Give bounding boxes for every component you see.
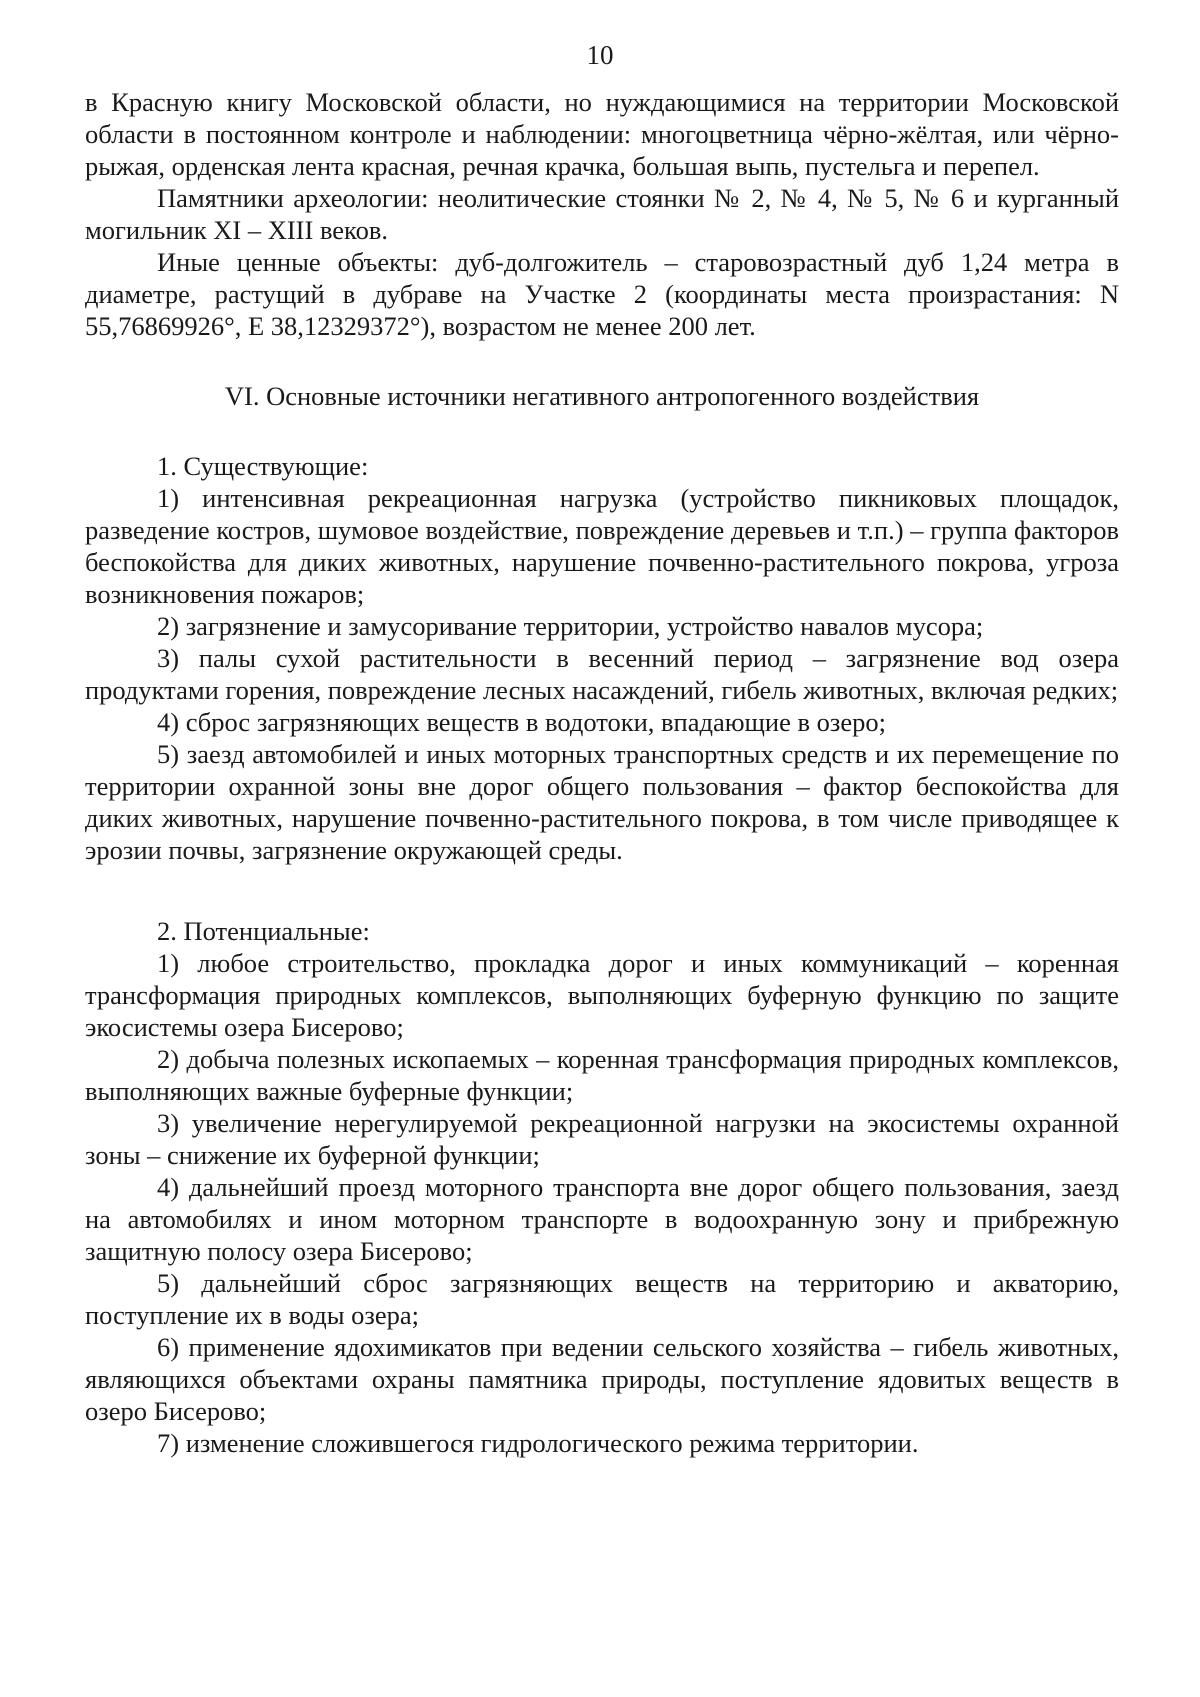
intro-paragraph-archaeology: Памятники археологии: неолитические стоянки № 2, № 4, № 5, № 6 и курганный могильник XI – XIII веков. bbox=[85, 183, 1119, 245]
potential-item-5: 5) дальнейший сброс загрязняющих веществ на территорию и акваторию, поступление их в воды озера; bbox=[85, 1268, 1119, 1330]
potential-item-1: 1) любое строительство, прокладка дорог и иных коммуникаций – коренная трансформация природных комплексов, выполняющих буферную функцию по защите экосистемы озера Бисерово; bbox=[85, 948, 1119, 1042]
page-number: 10 bbox=[586, 40, 614, 70]
intro-paragraph-species: в Красную книгу Московской области, но нуждающимися на территории Московской области в постоянном контроле и наблюдении: многоцветница чёрно-жёлтая, или чёрно-рыжая, орденская лента красная, речная крачка, большая выпь, пустельга и перепел. bbox=[85, 87, 1119, 181]
document-body bbox=[85, 86, 1119, 1459]
potential-item-2: 2) добыча полезных ископаемых – коренная трансформация природных комплексов, выполняющих важные буферные функции; bbox=[85, 1044, 1119, 1106]
potential-item-3: 3) увеличение нерегулируемой рекреационной нагрузки на экосистемы охранной зоны – снижение их буферной функции; bbox=[85, 1108, 1119, 1170]
potential-sources-title: 2. Потенциальные: bbox=[157, 916, 370, 946]
existing-item-1: 1) интенсивная рекреационная нагрузка (устройство пикниковых площадок, разведение костров, шумовое воздействие, повреждение деревьев и т.п.) – группа факторов беспокойства для диких животных, нарушение почвенно-растительного покрова, угроза возникновения пожаров; bbox=[85, 483, 1119, 609]
potential-item-4: 4) дальнейший проезд моторного транспорта вне дорог общего пользования, заезд на автомобилях и ином моторном транспорте в водоохранную зону и прибрежную защитную полосу озера Бисерово; bbox=[85, 1172, 1119, 1266]
intro-paragraph-valuable-objects: Иные ценные объекты: дуб-долгожитель – старовозрастный дуб 1,24 метра в диаметре, растущий в дубраве на Участке 2 (координаты места произрастания: N 55,76869926°, E 38,12329372°), возрастом не менее 200 лет. bbox=[85, 247, 1119, 341]
existing-item-4: 4) сброс загрязняющих веществ в водотоки, впадающие в озеро; bbox=[157, 707, 886, 737]
existing-item-3: 3) палы сухой растительности в весенний период – загрязнение вод озера продуктами горения, повреждение лесных насаждений, гибель животных, включая редких; bbox=[85, 643, 1119, 705]
section-spacer bbox=[85, 866, 1119, 915]
existing-item-2: 2) загрязнение и замусоривание территории, устройство навалов мусора; bbox=[157, 611, 984, 641]
section-heading: VI. Основные источники негативного антропогенного воздействия bbox=[224, 381, 980, 411]
potential-item-6: 6) применение ядохимикатов при ведении сельского хозяйства – гибель животных, являющихся объектами охраны памятника природы, поступление ядовитых веществ в озеро Бисерово; bbox=[85, 1332, 1119, 1426]
potential-item-7: 7) изменение сложившегося гидрологического режима территории. bbox=[157, 1428, 919, 1458]
existing-sources-title: 1. Существующие: bbox=[157, 451, 369, 481]
existing-item-5: 5) заезд автомобилей и иных моторных транспортных средств и их перемещение по территории охранной зоны вне дорог общего пользования – фактор беспокойства для диких животных, нарушение почвенно-растительного покрова, в том числе приводящее к эрозии почвы, загрязнение окружающей среды. bbox=[85, 739, 1119, 865]
